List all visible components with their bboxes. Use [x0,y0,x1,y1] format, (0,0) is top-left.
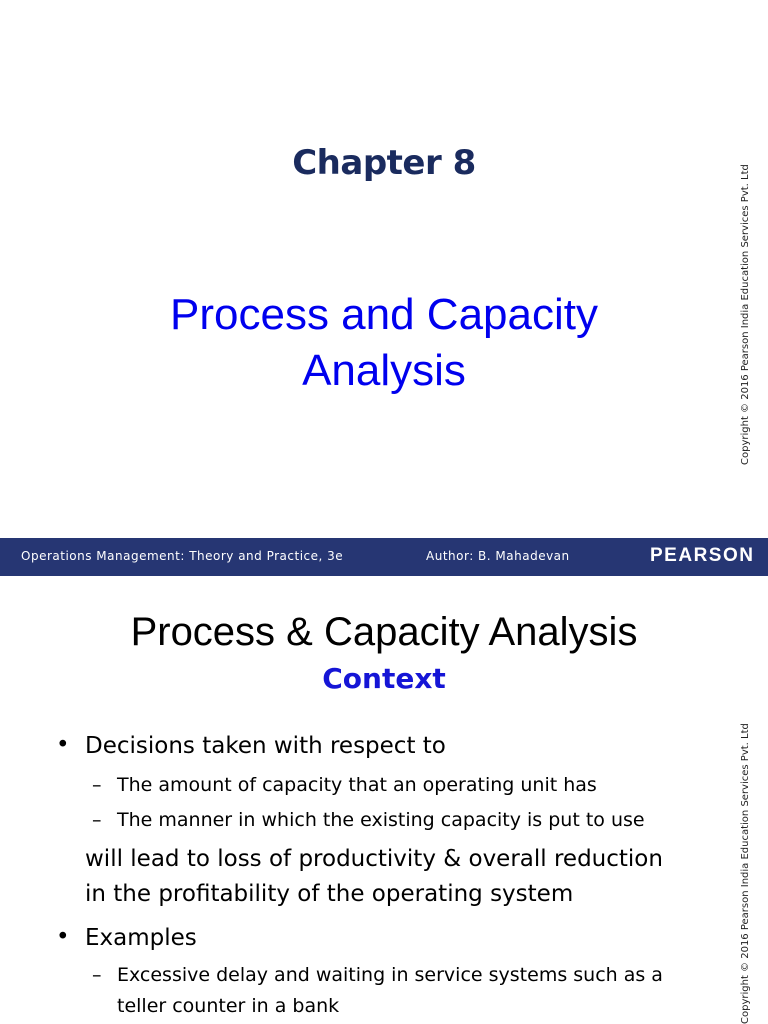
bullet-text: Examples [85,925,197,951]
continuation-text: will lead to loss of productivity & overall reduction [85,846,663,872]
chapter-heading: Chapter 8 [292,143,476,183]
dash-icon: – [92,964,102,986]
content-slide [0,576,768,1024]
sub-bullet-text: The manner in which the existing capacity is put to use [117,809,645,831]
sub-bullet-text: The amount of capacity that an operating unit has [117,774,597,796]
dash-icon: – [92,809,102,831]
bullet-icon: • [56,732,70,758]
footer-bar [0,538,768,576]
bullet-icon: • [56,924,70,950]
footer-author: Author: B. Mahadevan [426,549,570,563]
sub-bullet-text: Excessive delay and waiting in service systems such as a [117,964,663,986]
footer-book-title: Operations Management: Theory and Practice, 3e [21,549,344,563]
slide-title-line-1: Process and Capacity [170,290,598,339]
continuation-text: in the profitability of the operating system [85,881,574,907]
content-slide-title: Process & Capacity Analysis [130,610,638,654]
content-slide-subtitle: Context [322,662,446,695]
copyright-notice: Copyright © 2016 Pearson India Education Services Pvt. Ltd [740,164,751,465]
copyright-notice: Copyright © 2016 Pearson India Education Services Pvt. Ltd [740,723,751,1024]
sub-bullet-text: teller counter in a bank [117,995,340,1017]
slide-title [100,287,668,399]
dash-icon: – [92,774,102,796]
pearson-logo: PEARSON [650,545,755,566]
slide-title-line-2: Analysis [302,346,466,395]
bullet-text: Decisions taken with respect to [85,733,446,759]
